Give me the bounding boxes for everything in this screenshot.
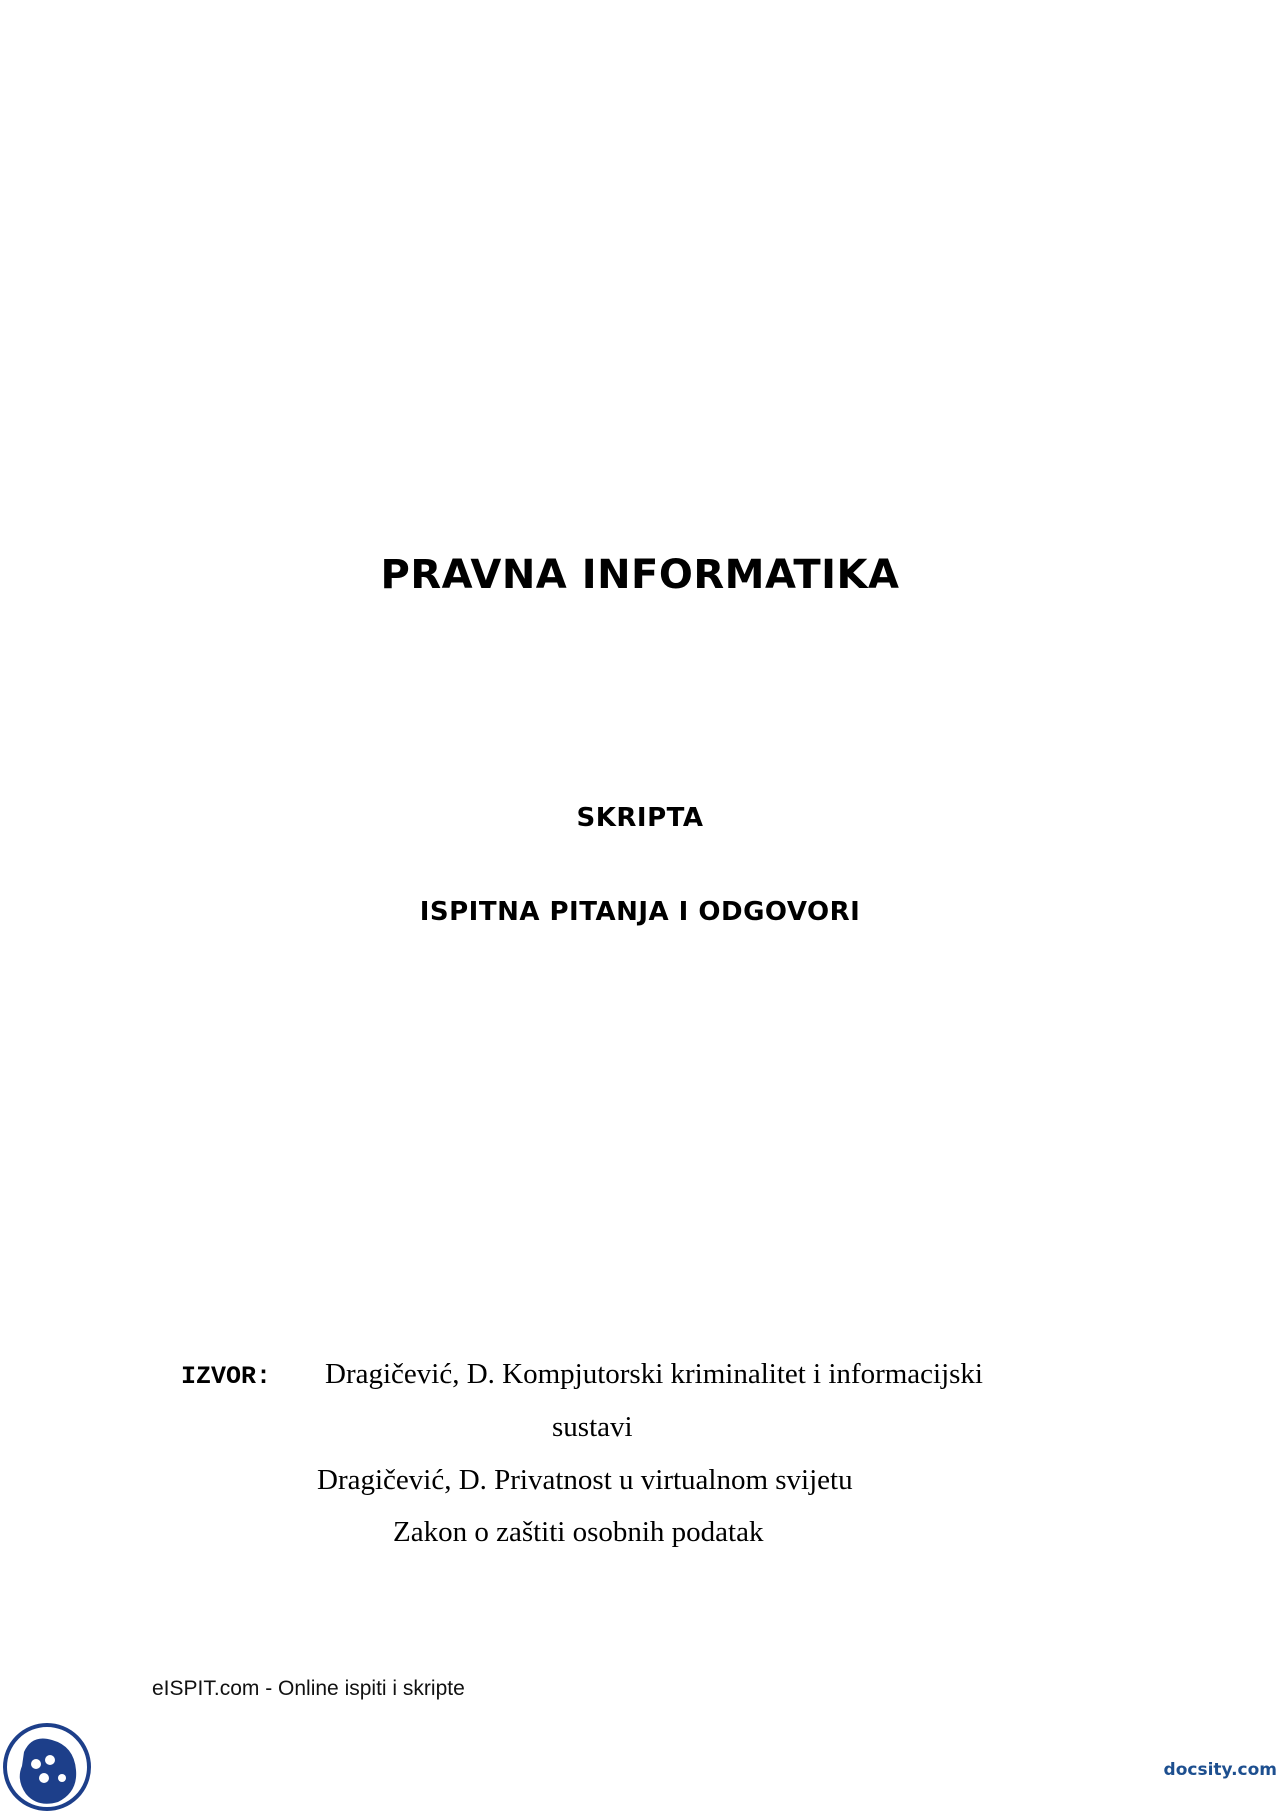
sources-label: IZVOR:	[181, 1362, 272, 1391]
docsity-brand-link[interactable]: docsity.com	[1163, 1760, 1277, 1780]
document-title: PRAVNA INFORMATIKA	[380, 552, 900, 598]
document-subtitle-questions: ISPITNA PITANJA I ODGOVORI	[419, 897, 861, 927]
footer-text: eISPIT.com - Online ispiti i skripte	[152, 1677, 465, 1700]
docsity-logo-icon[interactable]	[2, 1722, 92, 1811]
source-line-2: Dragičević, D. Privatnost u virtualnom svijetu	[317, 1464, 853, 1496]
source-line-3: Zakon o zaštiti osobnih podatak	[393, 1516, 764, 1548]
source-line-1: Dragičević, D. Kompjutorski kriminalitet i informacijski	[325, 1358, 983, 1390]
source-line-1-continued: sustavi	[552, 1411, 633, 1443]
document-subtitle-skripta: SKRIPTA	[576, 803, 704, 833]
